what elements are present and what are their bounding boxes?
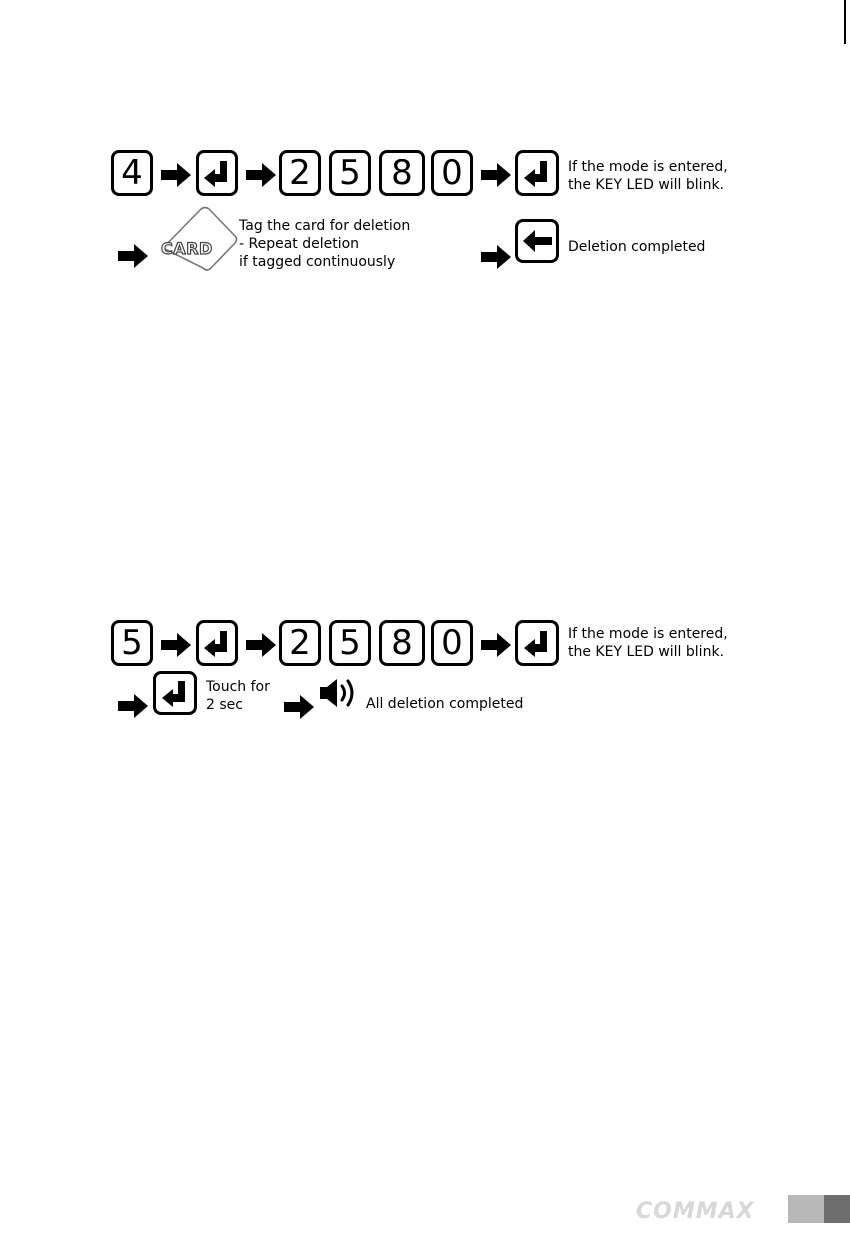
key-5: 5	[329, 620, 371, 666]
arrow-right-icon	[161, 633, 191, 657]
key-8: 8	[379, 150, 425, 196]
mode-entered-note: If the mode is entered, the KEY LED will blink.	[568, 159, 728, 193]
all-deletion-completed-text: All deletion completed	[366, 696, 524, 712]
key-enter	[515, 620, 559, 666]
page-tab-light	[788, 1195, 824, 1223]
key-enter	[153, 671, 197, 715]
key-0: 0	[431, 150, 473, 196]
brand-logo: COMMAX	[636, 1199, 755, 1224]
arrow-right-icon	[246, 633, 276, 657]
arrow-right-icon	[161, 163, 191, 187]
key-enter	[196, 620, 238, 666]
speaker-icon	[318, 678, 358, 708]
arrow-right-icon	[481, 245, 511, 269]
card-label: CARD	[161, 239, 213, 258]
key-5: 5	[111, 620, 153, 666]
enter-icon	[160, 678, 190, 708]
key-enter	[196, 150, 238, 196]
arrow-right-icon	[118, 244, 148, 268]
tag-card-note: Tag the card for deletion - Repeat deletion if tagged continuously	[239, 218, 411, 270]
key-enter	[515, 150, 559, 196]
deletion-completed-text: Deletion completed	[568, 239, 706, 255]
arrow-right-icon	[118, 694, 148, 718]
enter-icon	[522, 628, 552, 658]
touch-duration-note: Touch for 2 sec	[206, 679, 270, 713]
enter-icon	[202, 158, 232, 188]
key-8: 8	[379, 620, 425, 666]
page-corner-mark	[844, 0, 846, 44]
key-2: 2	[279, 150, 321, 196]
arrow-right-icon	[246, 163, 276, 187]
page-tab-dark	[824, 1195, 850, 1223]
enter-icon	[522, 158, 552, 188]
key-0: 0	[431, 620, 473, 666]
arrow-right-icon	[284, 695, 314, 719]
key-4: 4	[111, 150, 153, 196]
key-back	[515, 219, 559, 263]
arrow-right-icon	[481, 163, 511, 187]
arrow-left-icon	[522, 229, 552, 253]
arrow-right-icon	[481, 633, 511, 657]
enter-icon	[202, 628, 232, 658]
mode-entered-note: If the mode is entered, the KEY LED will blink.	[568, 626, 728, 660]
key-5: 5	[329, 150, 371, 196]
key-2: 2	[279, 620, 321, 666]
